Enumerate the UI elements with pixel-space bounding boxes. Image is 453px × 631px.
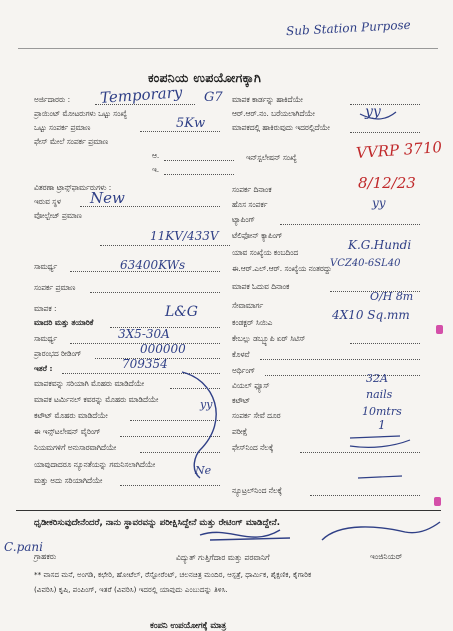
label-others: ಇತರೆ : [34,364,53,373]
consumer-signature: C.pani [4,540,43,554]
label-telephone-capping: ಟೆಲಿಫೋನ್ ಕ್ಯಾಪಿಂಗ್ [232,231,283,240]
label-meter-capacity: ಸಾಮರ್ಥ್ಯ [34,334,58,343]
label-initial-reading: ಪ್ರಾರಂಭದ ರೀಡಿಂಗ್ [34,349,82,358]
value-terminal-sealed: yy [200,398,213,411]
label-phase-earth: ಫೇಸ್‌ನಿಂದ ನೆಲಕ್ಕೆ [232,443,274,452]
label-phase-load: ಫೇಸ್ ಮೇಲೆ ಸಂಪರ್ಕ ಪ್ರಮಾಣ [34,137,109,146]
label-phase-a: ಆ. [152,151,160,160]
label-total-load: ಒಟ್ಟು ಸಂಪರ್ಕ ಪ್ರಮಾಣ [34,123,91,132]
value-test: 1 [378,418,386,432]
value-service-line: O/H 8m [370,290,414,303]
stroke-scribble-right [350,436,410,447]
label-meter-card: ಮಾಪಕ ಕಾರ್ಡನ್ನು ಹಾಕಿದೆಯೇ [232,95,303,104]
stroke-bracket-large [182,372,216,478]
label-installation-no: ಇನ್‌ಸ್ಟಲೇಷನ್ ಸಂಖ್ಯೆ [246,153,297,162]
label-fuse: ವಿಯಲ್ ಫ್ಯೂಸ್ [232,381,270,390]
label-location: ಇರುವ ಸ್ಥಳ [34,197,61,206]
note-line-2: (ವಿವರಿಸಿ) ಕೃಷಿ, ಪಂಪಿಂಗ್, ಇತರೆ (ವಿವರಿಸಿ) ಇದರಲ್ಲಿ ಯಾವುದು ಎಂಬುದನ್ನು ತಿಳಿಸಿ. [34,585,228,594]
label-transformers: ವಿತರಣಾ ಟ್ರಾನ್ಸ್‌ಫಾರ್ಮರುಗಳು : [34,183,112,192]
label-new-connection: ಹೊಸ ಸಂಪರ್ಕ [232,200,268,209]
bottom-section-title: ಕಂಪನಿ ಉಪಯೋಗಕ್ಕೆ ಮಾತ್ರ [150,620,227,630]
label-applicant: ಅರ್ಜಿದಾರರು : [34,95,71,104]
label-erlr-after: ಈ.ಆರ್.ಎಲ್.ಆರ್. ಸಂಖ್ಯೆಯ ನಂತರದ್ದು [232,264,332,273]
value-telephone-capping: K.G.Hundi [348,238,412,252]
stroke-signature-contractor [200,530,290,540]
label-cable: ಕೇಬಲ್ಲು ಡಬ್ಬ್ಯೂಪಿ ಏರ್ ಸಿಟಿಸ್ [232,334,306,343]
stroke-dash-neutral [358,476,402,478]
label-wiring: ಈ ಇನ್ಸ್‌ಟಲೇಷನ್ ವೈರಿಂಗ್ [34,427,101,436]
value-pole-number: VCZ40-6SL40 [330,258,401,269]
value-fuse: 32A [366,372,388,385]
label-cutout: ಕಟೌಟ್ [232,396,251,405]
value-cutout: nails [366,388,393,401]
value-meter-capacity: 3X5-30A [118,327,170,341]
label-earthing: ಅರ್ಥಿಂಗ್ [232,366,256,375]
label-meter-read-date: ಮಾಪಕ ಓದುವ ದಿನಾಂಕ [232,282,290,291]
engineer-label: ಇಂಜಿನಿಯರ್ [370,552,403,561]
label-defects: ಯಾವುದಾದರೂ ನ್ಯೂನತೆಯನ್ನು ಗಮನಿಸಲಾಗಿದೆಯೇ [34,460,156,469]
value-conductor: 4X10 Sq.mm [332,308,410,322]
pink-clip-mark-2 [434,497,441,506]
label-phase-i: ಇ. [152,165,160,174]
value-installation-no: VVRP 3710 [355,138,443,162]
value-others: 709354 [122,357,168,371]
label-rules: ನಿಯಮಗಳಿಗೆ ಅನುಸಾರವಾಗಿದೆಯೇ [34,443,117,452]
value-meter-make: L&G [165,304,198,320]
declaration-text: ಧೃಡೀಕರಿಸುವುದೇನೆಂದರೆ, ನಾನು ಸ್ಥಾವರವನ್ನು ಪರೀಕ್ಷಿಸಿದ್ದೇನೆ ಮತ್ತು ರೇಟಿಂಗ್ ಮಾಡಿದ್ದೇನೆ. [34,518,280,528]
note-line-1: ** ವಾಸದ ಮನೆ, ಅಂಗಡಿ, ಕಛೇರಿ, ಹೋಟೆಲ್, ರೆಸ್ಟೋರೆಂಟ್, ಚಲನಚಿತ್ರ ಮಂದಿರ, ಆಸ್ಪತ್ರೆ, ಧಾರ್ಮಿಕ, ಶೈಕ್ಷಣಿಕ, ಕೈಗಾರಿಕ [34,570,312,579]
label-test: ಪರೀಕ್ಷೆ [232,427,248,436]
label-conductor: ಕಂಡಕ್ಟರ್ ಸಿಯಿಎ [232,318,273,327]
stroke-signature-engineer [322,522,440,540]
label-correct: ಮತ್ತು ಅದು ಸರಿಯಾಗಿದೆಯೇ [34,476,103,485]
form-title: ಕಂಪನಿಯ ಉಪಯೋಗಕ್ಕಾಗಿ [148,70,262,85]
label-terminal-sealed: ಮಾಪಕ ಟರ್ಮಿನಲ್ ಕವರನ್ನು ಮೊಹರು ಮಾಡಿದೆಯೇ [34,395,159,404]
label-in-meter: ಮಾಪಕದಲ್ಲಿ ಹಾಕಿರುವುದು ಇದರಲ್ಲಿದೆಯೇ [232,123,330,132]
value-total-load: 5Kw [176,116,206,131]
label-neutral-earth: ನ್ಯೂಟ್ರಲ್‌ನಿಂದ ನೆಲಕ್ಕೆ [232,486,282,495]
value-location: New [90,189,125,207]
label-voltage: ವೋಲ್ಟೇಜ್ ಪ್ರಮಾಣ [34,211,82,220]
consumer-label: ಗ್ರಾಹಕರು [34,552,57,561]
value-service-distance: 10mtrs [362,405,402,418]
label-pole-number: ಯಾವ ಸಂಖ್ಯೆಯ ಕಂಬದಿಂದ [232,248,299,257]
value-capacity-tr: 63400KWs [120,258,186,272]
stroke-check-in-meter [360,112,396,119]
footer-divider [16,510,441,511]
value-point-motors: G7 [204,90,223,105]
label-point-motors: ಪ್ರಾಯಿಂಟ್ ಮೋಟರುಗಳು ಒಟ್ಟು ಸಂಖ್ಯೆ [34,109,128,118]
label-service-line: ಸೇವಾಮಾರ್ಗ [232,301,264,310]
label-meter-make: ಮಾದರಿ ಮತ್ತು ತಯಾರಿಕೆ [34,318,94,327]
label-meter-sealed: ಮಾಪಕವನ್ನು ಸರಿಯಾಗಿ ಮೊಹರು ಮಾಡಿದೆಯೇ [34,379,145,388]
label-conduit: ಕೊಳವೆ [232,350,250,359]
value-new-connection: yy [372,196,386,210]
pink-clip-mark-1 [436,325,443,334]
label-connection-load: ಸಂಪರ್ಕ ಪ್ರಮಾಣ [34,283,76,292]
value-voltage: 11KV/433V [150,229,219,243]
label-capacity-tr: ಸಾಮರ್ಥ್ಯ [34,262,58,271]
value-defects: Ne [195,464,212,477]
label-cutout-sealed: ಕಟೌಟ್ ಮೊಹರು ಮಾಡಿದೆಯೇ [34,411,108,420]
top-handwritten-note: Sub Station Purpose [285,17,412,39]
value-applicant: Temporary [99,83,183,107]
value-connection-date: 8/12/23 [358,174,416,192]
label-tapping: ಟ್ಯಾಪಿಂಗ್ [232,215,255,224]
contractor-label: ವಿದ್ಯುತ್ ಗುತ್ತಿಗೆದಾರ ಮತ್ತು ಪರವಾನಿಗೆ [176,553,270,562]
value-rr-written: yy [365,104,381,120]
value-initial-reading: 000000 [140,342,186,356]
label-meter: ಮಾಪಕ : [34,304,57,313]
label-connection-date: ಸಂಪರ್ಕ ದಿನಾಂಕ [232,185,272,194]
label-rr-written: ಆರ್.ಆರ್.ನಂ. ಬರೆಯಲಾಗಿದೆಯೇ [232,109,315,118]
label-service-distance: ಸಂಪರ್ಕ ಸೇವೆ ದೂರ [232,411,281,420]
